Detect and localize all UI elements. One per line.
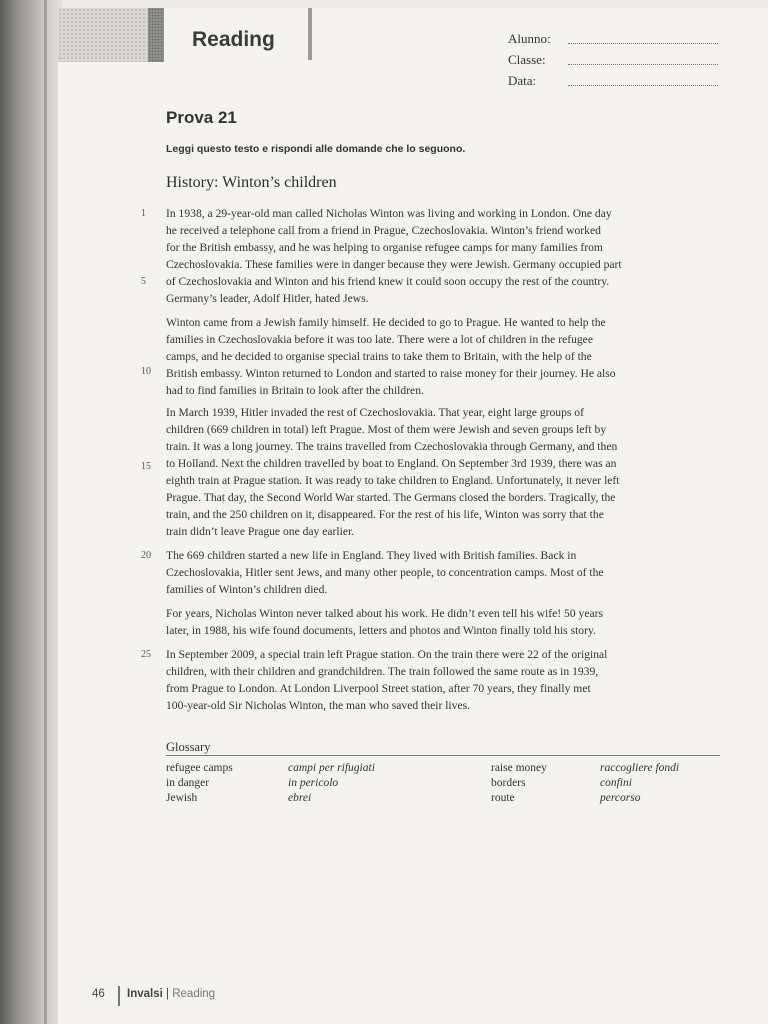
date-line[interactable] [568, 85, 718, 86]
footer-separator: | [166, 988, 170, 1000]
spine-edge [44, 0, 47, 1024]
test-title: Prova 21 [166, 108, 237, 127]
student-name-field[interactable] [508, 31, 551, 47]
student-name-label: Alunno: [508, 31, 551, 46]
glossary-term: Jewish [166, 792, 198, 804]
header-pattern-dark [148, 8, 164, 62]
line-number: 15 [141, 461, 151, 472]
story-title: History: Winton’s children [166, 174, 337, 191]
test-instructions: Leggi questo testo e rispondi alle domande che lo seguono. [166, 143, 466, 155]
header-divider [308, 8, 312, 60]
line-number: 10 [141, 366, 151, 377]
footer-book: Invalsi [127, 988, 163, 1000]
paragraph-1: In 1938, a 29-year-old man called Nicholas Winton was living and working in London. One day he received a telephone call from a friend in Prague, Czechoslovakia. Winton’s friend worked for the British embassy, and he was helping to organise refugee camps for many families from Czechoslovakia. These families were in danger because they were Jewish. Germany occupied part of Czechoslovakia and Winton and his friend knew it could soon occupy the rest of the country. Germany’s leader, Adolf Hitler, hated Jews. [166, 207, 622, 305]
header-pattern-block [58, 8, 150, 62]
glossary-term: raise money [491, 762, 547, 774]
glossary-divider [166, 755, 720, 756]
line-number: 5 [141, 276, 146, 287]
line-number: 25 [141, 649, 151, 660]
footer-section: Reading [172, 988, 216, 1000]
page-number: 46 [92, 988, 105, 1000]
glossary-translation: campi per rifugiati [288, 762, 375, 774]
glossary-col2-it [600, 761, 679, 806]
glossary-col1-it [288, 761, 375, 806]
book-spine-shadow [0, 0, 62, 1024]
line-number: 20 [141, 550, 151, 561]
glossary-col1-en [166, 761, 233, 806]
glossary-translation: ebrei [288, 792, 312, 804]
paragraph-2: Winton came from a Jewish family himself. He decided to go to Prague. He wanted to help the families in Czechoslovakia before it was too late. There were a lot of children in the refugee camps, and he decided to organise special trains to take them to Britain, with the help of the British embassy. Winton returned to London and started to raise money for their journey. He also had to find families in Britain to look after the children. [166, 316, 616, 397]
section-title: Reading [192, 28, 275, 51]
line-number: 1 [141, 208, 146, 219]
paragraph-4: The 669 children started a new life in England. They lived with British families. Back in Czechoslovakia, Hitler sent Jews, and many other people, to concentration camps. Most of the families of Winton’s children died. [166, 549, 604, 596]
glossary-title: Glossary [166, 740, 211, 754]
class-field[interactable] [508, 52, 546, 68]
glossary-term: in danger [166, 777, 210, 789]
footer-label [127, 988, 215, 1000]
class-line[interactable] [568, 64, 718, 65]
glossary-translation: in pericolo [288, 777, 339, 789]
footer-divider [118, 986, 120, 1006]
date-label: Data: [508, 73, 537, 88]
date-field[interactable] [508, 73, 536, 89]
glossary-translation: raccogliere fondi [600, 762, 680, 774]
class-label: Classe: [508, 52, 546, 67]
paragraph-6: In September 2009, a special train left Prague station. On the train there were 22 of the original children, with their children and grandchildren. The train followed the same route as in 1939, from Prague to London. At London Liverpool Street station, after 70 years, they finally met 100-year-old Sir Nicholas Winton, the man who saved their lives. [166, 648, 608, 712]
paragraph-3: In March 1939, Hitler invaded the rest of Czechoslovakia. That year, eight large groups of children (669 children in total) left Prague. Most of them were Jewish and seven groups left by train. It was a long journey. The trains travelled from Czechoslovakia through Germany, and then to Holland. Next the children travelled by boat to England. On September 3rd 1939, there was an eighth train at Prague station. It was ready to take children to England. Unfortunately, it never left Prague. That day, the Second World War started. The Germans closed the borders. Tragically, the train, and the 250 children on it, disappeared. For the rest of his life, Winton was sorry that the train didn’t leave Prague one day earlier. [166, 406, 620, 538]
student-name-line[interactable] [568, 43, 718, 44]
glossary-translation: percorso [600, 792, 641, 804]
glossary-col2-en [491, 761, 547, 806]
glossary-translation: confini [600, 777, 632, 789]
paragraph-5: For years, Nicholas Winton never talked about his work. He didn’t even tell his wife! 50 years later, in 1988, his wife found documents, letters and photos and Winton finally told his story. [166, 607, 603, 637]
glossary-term: borders [491, 777, 526, 789]
glossary-term: refugee camps [166, 762, 233, 774]
glossary-term: route [491, 792, 515, 804]
